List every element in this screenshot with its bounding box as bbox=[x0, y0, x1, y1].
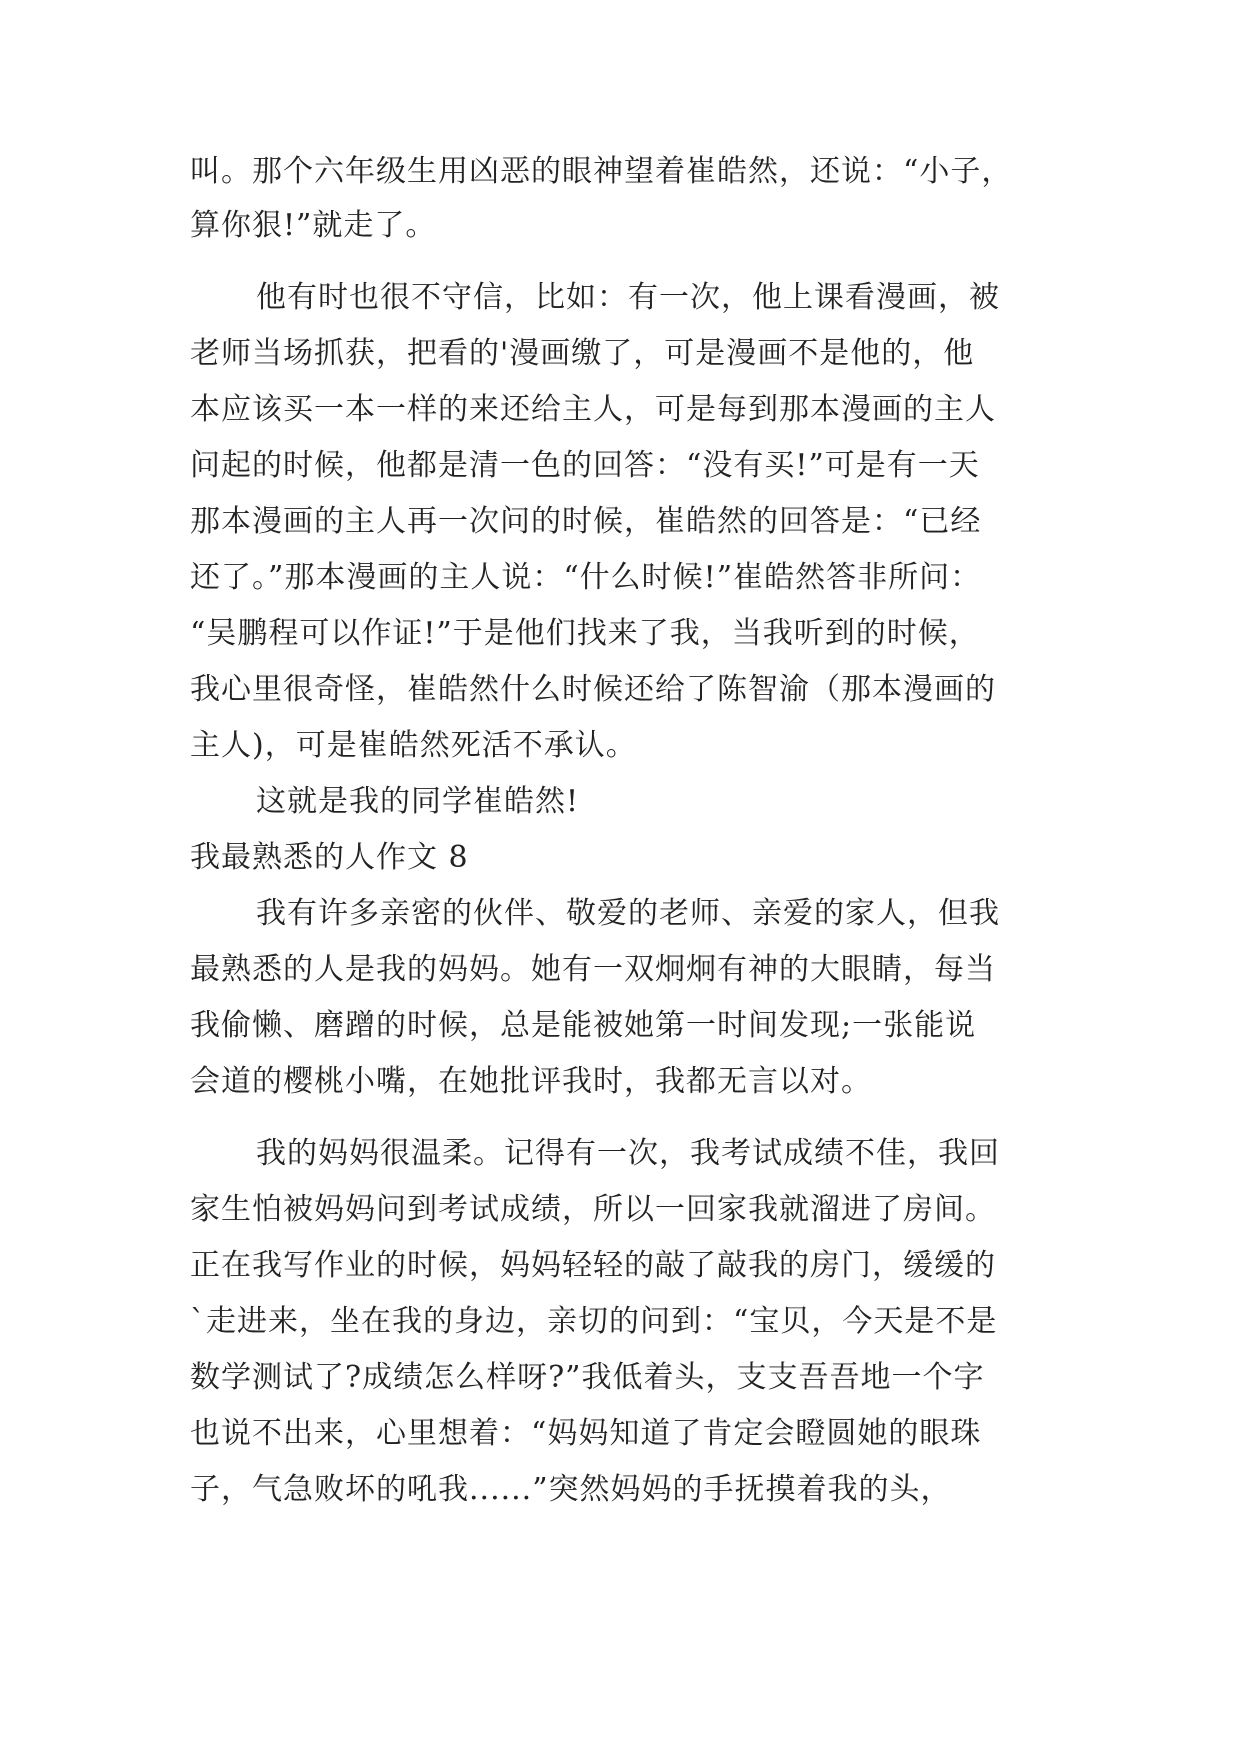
text-line: 本应该买一本一样的来还给主人，可是每到那本漫画的主人 bbox=[190, 392, 996, 427]
section-heading: 我最熟悉的人作文 8 bbox=[190, 840, 469, 875]
text-line: 最熟悉的人是我的妈妈。她有一双炯炯有神的大眼睛，每当 bbox=[190, 952, 996, 987]
text-line: 主人)，可是崔皓然死活不承认。 bbox=[190, 728, 637, 763]
text-line: 算你狠!”就走了。 bbox=[190, 208, 437, 243]
text-line: 那本漫画的主人再一次问的时候，崔皓然的回答是：“已经 bbox=[190, 504, 982, 539]
text-line: “吴鹏程可以作证!”于是他们找来了我，当我听到的时候， bbox=[190, 616, 980, 651]
text-line: 问起的时候，他都是清一色的回答：“没有买!”可是有一天 bbox=[190, 448, 980, 483]
paragraph-start-line: 我的妈妈很温柔。记得有一次，我考试成绩不佳，我回 bbox=[256, 1136, 1000, 1171]
paragraph-start-line: 我有许多亲密的伙伴、敬爱的老师、亲爱的家人，但我 bbox=[256, 896, 1000, 931]
text-line: 也说不出来，心里想着：“妈妈知道了肯定会瞪圆她的眼珠 bbox=[190, 1416, 982, 1451]
paragraph-start-line: 这就是我的同学崔皓然! bbox=[256, 784, 580, 819]
text-line: 会道的樱桃小嘴，在她批评我时，我都无言以对。 bbox=[190, 1064, 872, 1099]
text-line: 子，气急败坏的吼我......”突然妈妈的手抚摸着我的头， bbox=[190, 1472, 952, 1507]
text-line: 老师当场抓获，把看的'漫画缴了，可是漫画不是他的，他 bbox=[190, 336, 975, 371]
text-line: 正在我写作业的时候，妈妈轻轻的敲了敲我的房门，缓缓的 bbox=[190, 1248, 996, 1283]
text-line: 还了。”那本漫画的主人说：“什么时候!”崔皓然答非所问： bbox=[190, 560, 982, 595]
text-line: 家生怕被妈妈问到考试成绩，所以一回家我就溜进了房间。 bbox=[190, 1192, 996, 1227]
text-line: 数学测试了?成绩怎么样呀?”我低着头，支支吾吾地一个字 bbox=[190, 1360, 985, 1395]
text-line: 我偷懒、磨蹭的时候，总是能被她第一时间发现;一张能说 bbox=[190, 1008, 977, 1043]
text-line: 叫。那个六年级生用凶恶的眼神望着崔皓然，还说：“小子， bbox=[190, 154, 1013, 189]
paragraph-start-line: 他有时也很不守信，比如：有一次，他上课看漫画，被 bbox=[256, 280, 1000, 315]
text-line: `走进来，坐在我的身边，亲切的问到：“宝贝，今天是不是 bbox=[190, 1304, 998, 1339]
text-line: 我心里很奇怪，崔皓然什么时候还给了陈智渝（那本漫画的 bbox=[190, 672, 996, 707]
